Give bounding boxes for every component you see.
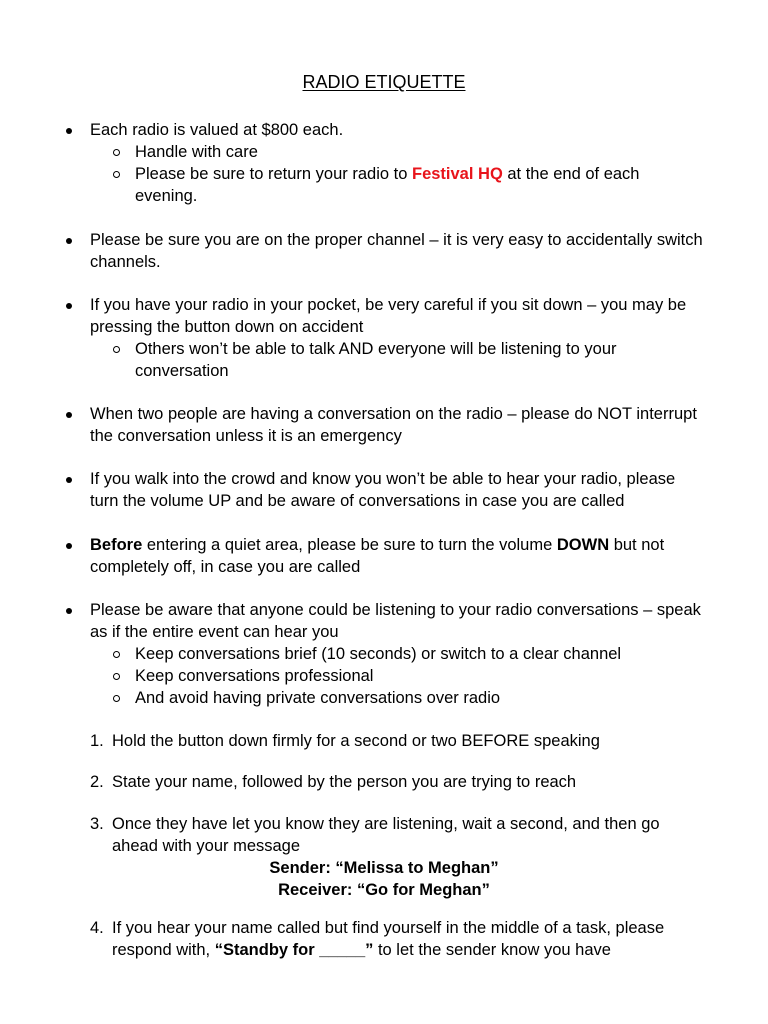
bullet-radio-value	[0, 119, 768, 207]
bullet-text: Each radio is valued at $800 each.	[90, 121, 344, 139]
bullet-dot-icon	[66, 303, 72, 309]
sub-bullet-text: Please be sure to return your radio to	[135, 165, 412, 183]
bold-down: DOWN	[556, 536, 610, 554]
step-4	[0, 917, 768, 961]
bullet-dot-icon	[66, 412, 72, 418]
step-number: 4.	[90, 919, 104, 937]
bullet-quiet-area	[0, 534, 768, 578]
sub-bullet-text: at the end of each evening.	[135, 165, 640, 205]
document-title: RADIO ETIQUETTE	[302, 72, 466, 92]
step-text: State your name, followed by the person you are trying to reach	[112, 773, 577, 791]
bold-before: Before	[90, 536, 143, 554]
step-3	[0, 813, 768, 901]
receiver-example: Receiver: “Go for Meghan”	[278, 881, 490, 899]
step-number: 3.	[90, 815, 104, 833]
bullet-dot-icon	[66, 128, 72, 134]
sub-bullet-circle-icon	[113, 651, 120, 658]
bullet-radio-pocket	[0, 294, 768, 382]
bullet-text: If you have your radio in your pocket, be very careful if you sit down – you may be pressing the button down on accident	[90, 296, 687, 336]
bullet-proper-channel	[0, 229, 768, 273]
bullet-text: If you walk into the crowd and know you won’t be able to hear your radio, please turn the volume UP and be aware of conversations in case you are called	[90, 470, 676, 510]
step-number: 2.	[90, 773, 104, 791]
bullet-text: Please be sure you are on the proper channel – it is very easy to accidentally switch channels.	[90, 231, 703, 271]
sub-bullet-circle-icon	[113, 346, 120, 353]
bullet-dot-icon	[66, 477, 72, 483]
step-text: If you hear your name called but find yourself in the middle of a task, please respond with,	[112, 919, 665, 959]
bullet-dot-icon	[66, 543, 72, 549]
bullet-text: When two people are having a conversation on the radio – please do NOT interrupt the conversation unless it is an emergency	[90, 405, 697, 445]
sub-bullet-circle-icon	[113, 695, 120, 702]
sub-bullet-text: Others won’t be able to talk AND everyone will be listening to your conversation	[135, 340, 617, 380]
bullet-text: Please be aware that anyone could be listening to your radio conversations – speak as if the entire event can hear you	[90, 601, 701, 641]
bullet-do-not-interrupt	[0, 403, 768, 447]
step-1	[0, 730, 768, 752]
step-text: to let the sender know you have	[373, 941, 611, 959]
sub-bullet-text: Handle with care	[135, 143, 258, 161]
sub-bullet-text: Keep conversations professional	[135, 667, 374, 685]
bullet-dot-icon	[66, 608, 72, 614]
bullet-text: entering a quiet area, please be sure to turn the volume	[142, 536, 557, 554]
sender-example: Sender: “Melissa to Meghan”	[269, 859, 499, 877]
step-number: 1.	[90, 732, 104, 750]
bullet-dot-icon	[66, 238, 72, 244]
step-2	[0, 771, 768, 793]
bullet-crowd-volume	[0, 468, 768, 512]
step-text: Hold the button down firmly for a second or two BEFORE speaking	[112, 732, 600, 750]
festival-hq-highlight: Festival HQ	[412, 165, 503, 183]
sub-bullet-text: And avoid having private conversations over radio	[135, 689, 501, 707]
sub-bullet-circle-icon	[113, 673, 120, 680]
bullet-text: but not completely off, in case you are called	[90, 536, 665, 576]
sub-bullet-circle-icon	[113, 171, 120, 178]
bullet-anyone-listening	[0, 599, 768, 709]
step-text: Once they have let you know they are listening, wait a second, and then go ahead with your message	[112, 815, 660, 855]
sub-bullet-circle-icon	[113, 149, 120, 156]
sub-bullet-text: Keep conversations brief (10 seconds) or switch to a clear channel	[135, 645, 622, 663]
standby-phrase: “Standby for _____”	[214, 941, 374, 959]
